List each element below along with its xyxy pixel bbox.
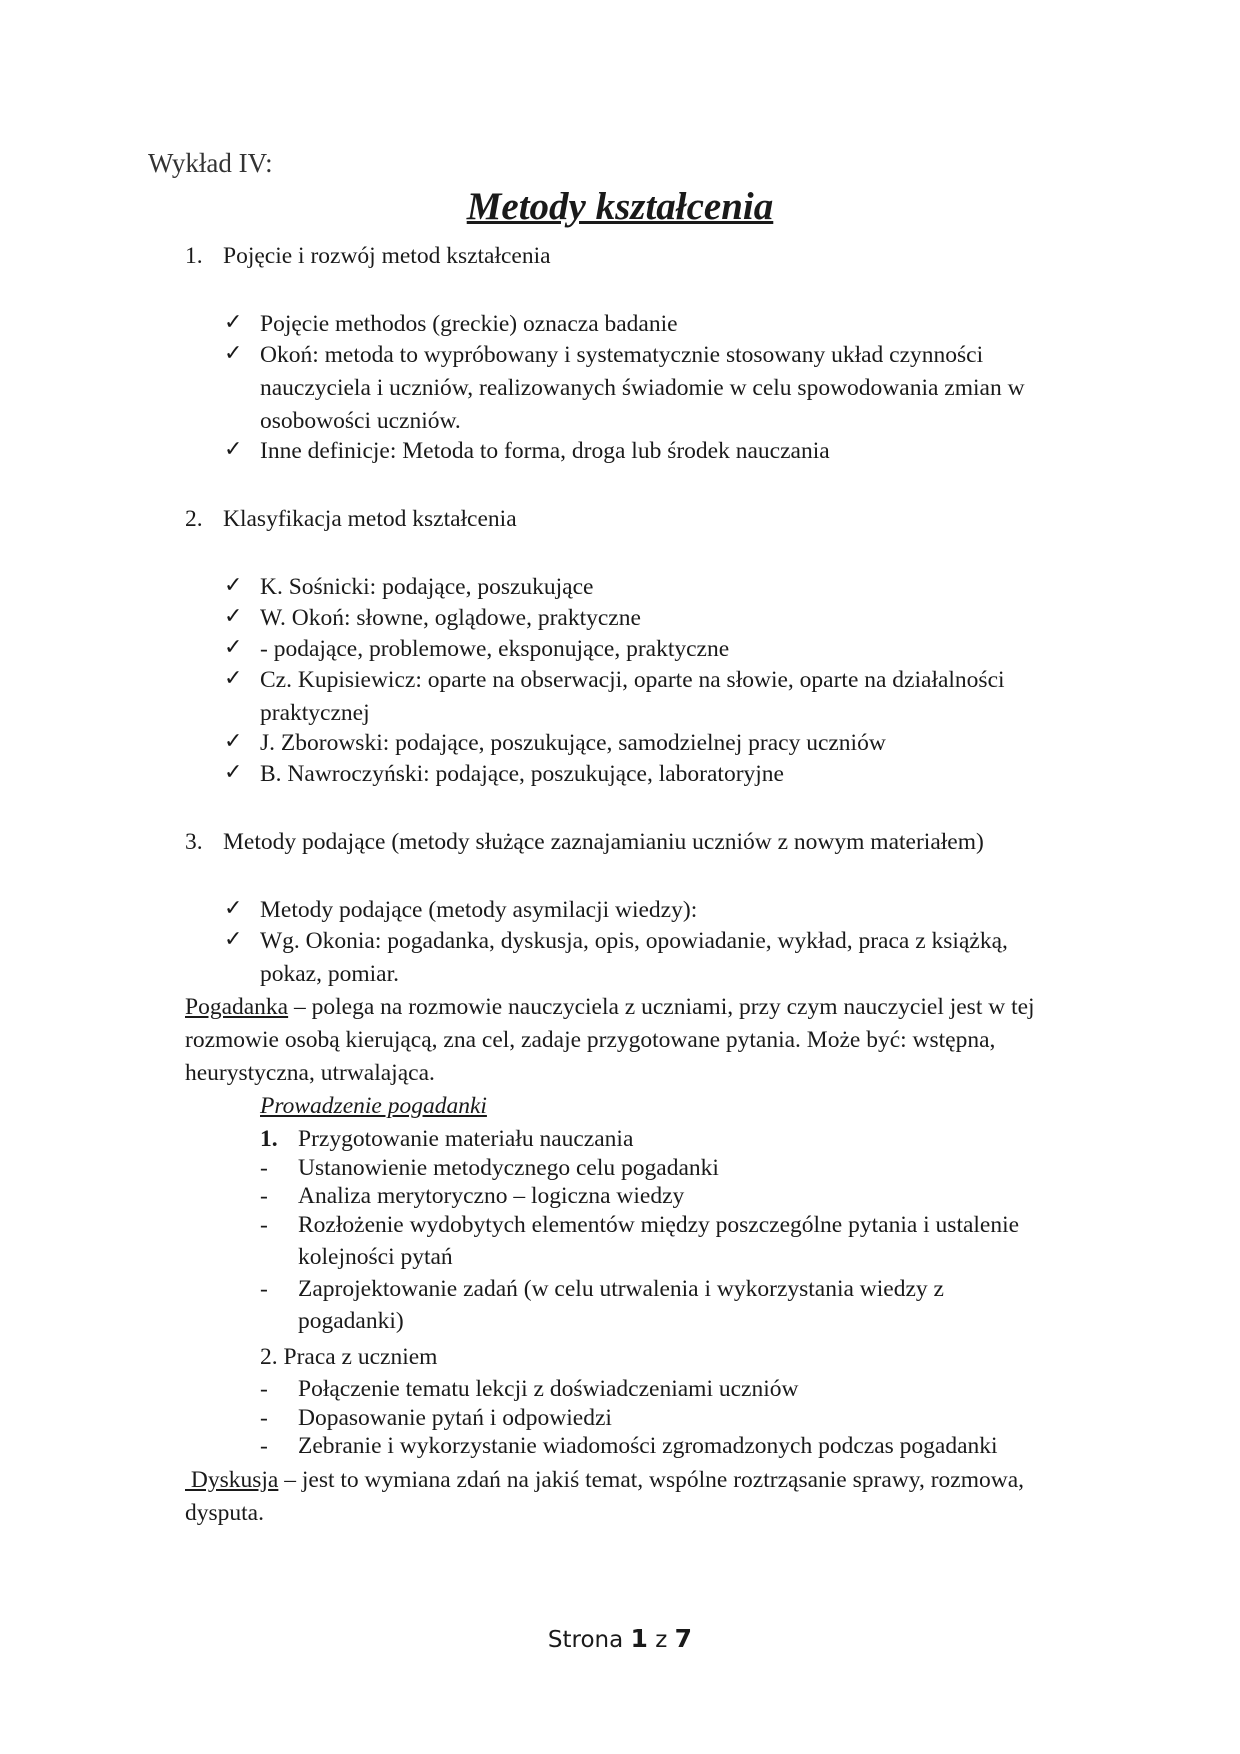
list-item: Zaprojektowanie zadań (w celu utrwalenia i wykorzystania wiedzy z xyxy=(298,1276,944,1302)
dash-marker: - xyxy=(260,1405,268,1431)
list-item-continuation: praktycznej xyxy=(260,700,370,726)
section-3-heading xyxy=(185,826,984,858)
dash-marker: - xyxy=(260,1183,268,1209)
lecture-label: Wykład IV: xyxy=(148,148,273,178)
list-item: Cz. Kupisiewicz: oparte na obserwacji, oparte na słowie, oparte na działalności xyxy=(260,667,1005,693)
pogadanka-paragraph-line xyxy=(185,991,1035,1023)
list-item: Wg. Okonia: pogadanka, dyskusja, opis, opowiadanie, wykład, praca z książką, xyxy=(260,928,1008,954)
pogadanka-term: Pogadanka xyxy=(185,994,289,1020)
check-mark-icon: ✓ xyxy=(224,604,243,629)
current-page-number: 1 xyxy=(630,1624,648,1653)
section-number: 1. xyxy=(185,243,203,269)
pogadanka-subheading: Prowadzenie pogadanki xyxy=(260,1093,487,1119)
step-number: 1. xyxy=(260,1126,278,1152)
list-item: Metody podające (metody asymilacji wiedzy): xyxy=(260,897,698,923)
section-number: 3. xyxy=(185,829,203,855)
dash-marker: - xyxy=(260,1376,268,1402)
step-label: 2. Praca z uczniem xyxy=(260,1344,438,1370)
pogadanka-paragraph-line: rozmowie osobą kierującą, zna cel, zadaje przygotowane pytania. Może być: wstępna, xyxy=(185,1027,996,1053)
dyskusja-term: Dyskusja xyxy=(185,1467,279,1493)
check-mark-icon: ✓ xyxy=(224,927,243,952)
list-item: K. Sośnicki: podające, poszukujące xyxy=(260,574,594,600)
section-2-heading xyxy=(185,503,517,535)
check-mark-icon: ✓ xyxy=(224,760,243,785)
list-item-continuation: pogadanki) xyxy=(298,1308,404,1334)
dyskusja-paragraph-line xyxy=(185,1464,1024,1496)
page-footer xyxy=(0,1624,1240,1653)
list-item: Okoń: metoda to wypróbowany i systematycznie stosowany układ czynności xyxy=(260,342,984,368)
list-item-continuation: nauczyciela i uczniów, realizowanych świadomie w celu spowodowania zmian w xyxy=(260,375,1025,401)
check-mark-icon: ✓ xyxy=(224,341,243,366)
dash-marker: - xyxy=(260,1212,268,1238)
section-title: Pojęcie i rozwój metod kształcenia xyxy=(223,243,551,269)
list-item: B. Nawroczyński: podające, poszukujące, laboratoryjne xyxy=(260,761,784,787)
check-mark-icon: ✓ xyxy=(224,729,243,754)
list-item-continuation: pokaz, pomiar. xyxy=(260,961,400,987)
list-item: Połączenie tematu lekcji z doświadczeniami uczniów xyxy=(298,1376,799,1402)
check-mark-icon: ✓ xyxy=(224,573,243,598)
list-item: Inne definicje: Metoda to forma, droga lub środek nauczania xyxy=(260,438,830,464)
section-title: Metody podające (metody służące zaznajamianiu uczniów z nowym materiałem) xyxy=(223,829,984,855)
step-label: Przygotowanie materiału nauczania xyxy=(298,1126,634,1152)
list-item: Rozłożenie wydobytych elementów między poszczególne pytania i ustalenie xyxy=(298,1212,1020,1238)
footer-text: Strona xyxy=(547,1627,631,1653)
list-item-continuation: kolejności pytań xyxy=(298,1244,453,1270)
dash-marker: - xyxy=(260,1155,268,1181)
list-item: Pojęcie methodos (greckie) oznacza badanie xyxy=(260,311,678,337)
section-title: Klasyfikacja metod kształcenia xyxy=(223,506,517,532)
dash-marker: - xyxy=(260,1433,268,1459)
document-title: Metody kształcenia xyxy=(466,185,774,228)
dash-marker: - xyxy=(260,1276,268,1302)
list-item: Ustanowienie metodycznego celu pogadanki xyxy=(298,1155,719,1181)
section-1-heading xyxy=(185,240,551,272)
footer-text: z xyxy=(647,1627,675,1653)
list-item: J. Zborowski: podające, poszukujące, samodzielnej pracy uczniów xyxy=(260,730,886,756)
list-item: - podające, problemowe, eksponujące, praktyczne xyxy=(260,636,730,662)
paragraph-text: – jest to wymiana zdań na jakiś temat, wspólne roztrząsanie sprawy, rozmowa, xyxy=(278,1467,1025,1493)
list-item: Dopasowanie pytań i odpowiedzi xyxy=(298,1405,612,1431)
pogadanka-paragraph-line: heurystyczna, utrwalająca. xyxy=(185,1060,435,1086)
check-mark-icon: ✓ xyxy=(224,310,243,335)
check-mark-icon: ✓ xyxy=(224,666,243,691)
total-page-number: 7 xyxy=(674,1624,693,1653)
list-item: Analiza merytoryczno – logiczna wiedzy xyxy=(298,1183,685,1209)
list-item: Zebranie i wykorzystanie wiadomości zgromadzonych podczas pogadanki xyxy=(298,1433,998,1459)
list-item: W. Okoń: słowne, oglądowe, praktyczne xyxy=(260,605,641,631)
section-number: 2. xyxy=(185,506,203,532)
check-mark-icon: ✓ xyxy=(224,437,243,462)
list-item-continuation: osobowości uczniów. xyxy=(260,408,461,434)
dyskusja-paragraph-line: dysputa. xyxy=(185,1500,264,1526)
paragraph-text: – polega na rozmowie nauczyciela z uczniami, przy czym nauczyciel jest w tej xyxy=(288,994,1035,1020)
check-mark-icon: ✓ xyxy=(224,896,243,921)
check-mark-icon: ✓ xyxy=(224,635,243,660)
